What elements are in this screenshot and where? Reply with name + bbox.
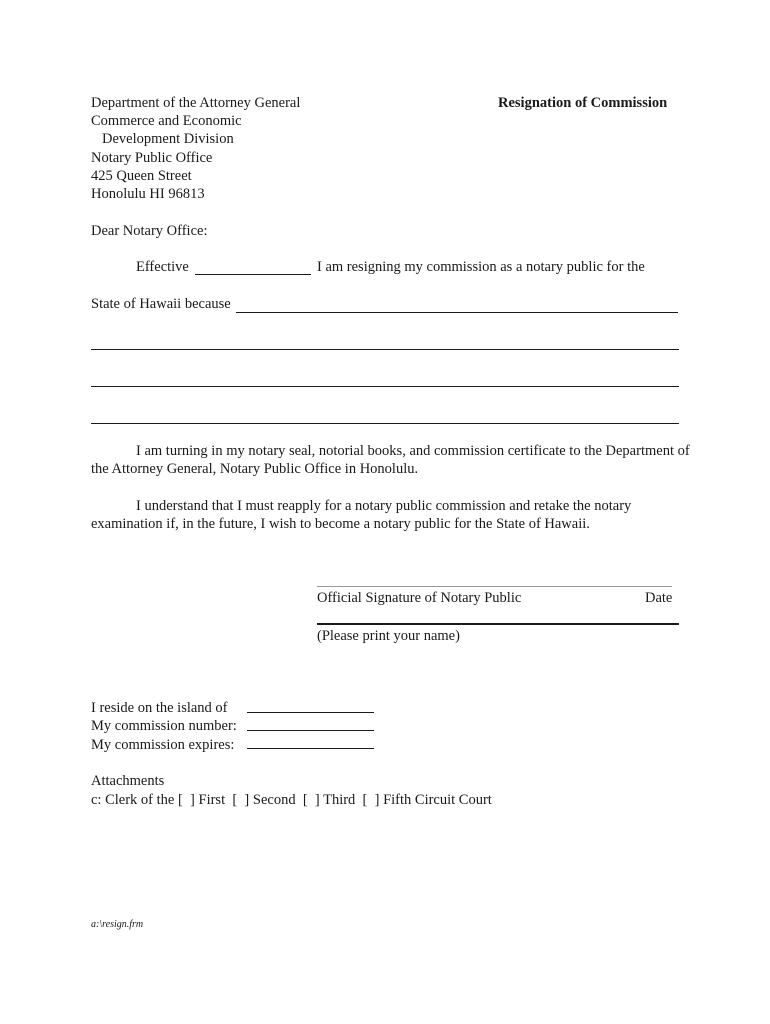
print-name-label: (Please print your name): [317, 628, 460, 644]
island-label: I reside on the island of: [91, 700, 228, 716]
date-label: Date: [645, 590, 673, 606]
signature-label: Official Signature of Notary Public: [317, 590, 522, 606]
address-line-3: Development Division: [102, 131, 234, 147]
reason-field-line-1[interactable]: [236, 312, 678, 313]
commission-expires-field[interactable]: [247, 748, 374, 749]
signature-field[interactable]: [317, 586, 672, 587]
commission-expires-label: My commission expires:: [91, 737, 235, 753]
address-line-5: 425 Queen Street: [91, 168, 192, 184]
print-name-field[interactable]: [317, 623, 679, 625]
reason-field-line-3[interactable]: [91, 386, 679, 387]
file-reference: a:\resign.frm: [91, 919, 144, 930]
effective-date-field[interactable]: [195, 274, 311, 275]
reapply-paragraph: I understand that I must reapply for a notary public commission and retake the notary examination if, in the future, I wish to become a notary public for the State of Hawaii.: [91, 498, 632, 532]
reason-field-line-4[interactable]: [91, 423, 679, 424]
circuit-court-cc-line: c: Clerk of the [ ] First [ ] Second [ ] Third [ ] Fifth Circuit Court: [91, 792, 492, 808]
resign-text: I am resigning my commission as a notary public for the: [317, 259, 645, 275]
attachments-label: Attachments: [91, 773, 165, 789]
turning-in-paragraph: I am turning in my notary seal, notorial books, and commission certificate to the Department of the Attorney General, Notary Public Office in Honolulu.: [91, 443, 690, 477]
reason-field-line-2[interactable]: [91, 349, 679, 350]
address-line-1: Department of the Attorney General: [91, 95, 301, 111]
salutation: Dear Notary Office:: [91, 223, 208, 239]
form-title: Resignation of Commission: [498, 95, 668, 111]
commission-number-label: My commission number:: [91, 718, 237, 734]
effective-label: Effective: [136, 259, 189, 275]
island-field[interactable]: [247, 712, 374, 713]
address-line-4: Notary Public Office: [91, 150, 213, 166]
address-line-6: Honolulu HI 96813: [91, 186, 205, 202]
commission-number-field[interactable]: [247, 730, 374, 731]
address-line-2: Commerce and Economic: [91, 113, 242, 129]
because-label: State of Hawaii because: [91, 296, 231, 312]
